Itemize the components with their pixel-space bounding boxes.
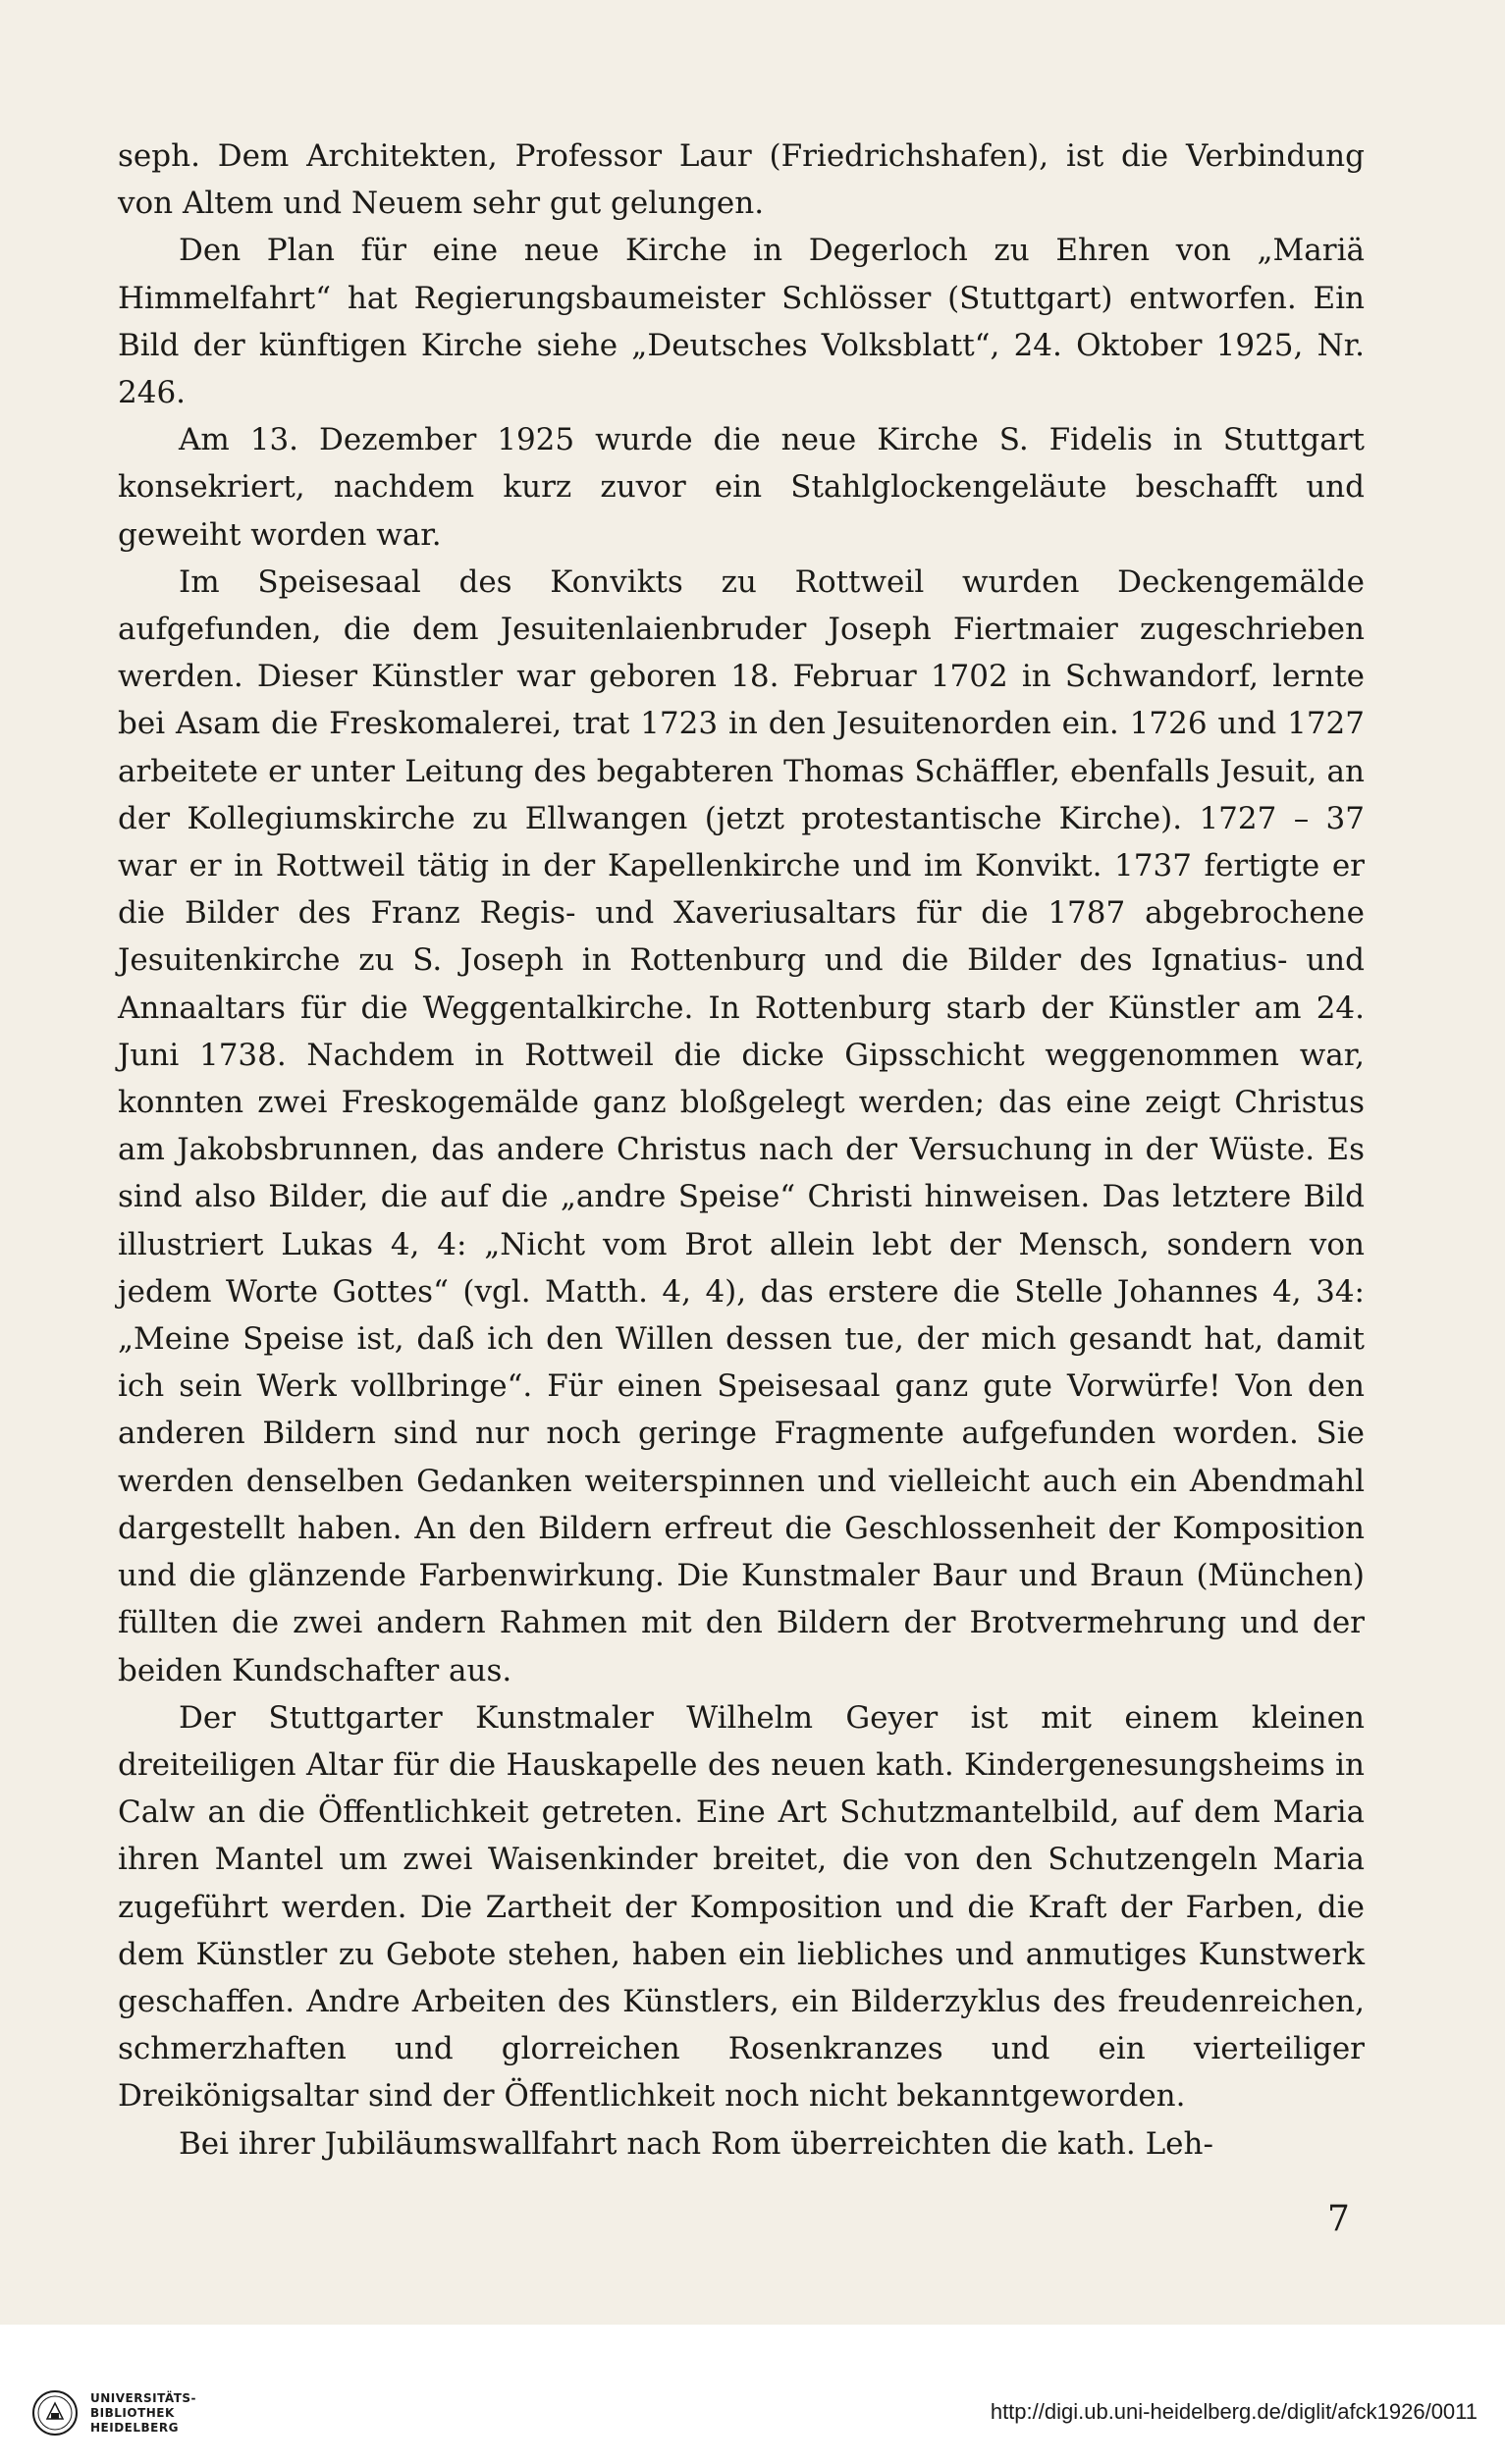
paragraph: Bei ihrer Jubiläumswallfahrt nach Rom überreichten die kath. Leh- <box>179 2125 1213 2162</box>
paragraph: Am 13. Dezember 1925 wurde die neue Kirche S. Fidelis in Stuttgart konsekriert, nachdem kurz zuvor ein Stahlglockengeläute beschafft und geweiht worden war. <box>118 422 1365 553</box>
paragraph: Im Speisesaal des Konvikts zu Rottweil wurden Deckengemälde aufgefunden, die dem Jesuitenlaienbruder Joseph Fiertmaier zugeschrieben werden. Dieser Künstler war geboren 18. Februar 1702 in Schwandorf, lernte bei Asam die Freskomalerei, trat 1723 in den Jesuitenorden ein. 1726 und 1727 arbeitete er unter Leitung des begabteren Thomas Schäffler, ebenfalls Jesuit, an der Kollegiumskirche zu Ellwangen (jetzt protestantische Kirche). 1727 – 37 war er in Rottweil tätig in der Kapellenkirche und im Konvikt. 1737 fertigte er die Bilder des Franz Regis- und Xaveriusaltars für die 1787 abgebrochene Jesuitenkirche zu S. Joseph in Rottenburg und die Bilder des Ignatius- und Annaaltars für die Weggentalkirche. In Rottenburg starb der Künstler am 24. Juni 1738. Nachdem in Rottweil die dicke Gipsschicht weggenommen war, konnten zwei Freskogemälde ganz bloßgelegt werden; das eine zeigt Christus am Jakobsbrunnen, das andere Christus nach der Versuchung in der Wüste. Es sind also Bilder, die auf die „andre Speise“ Christi hinweisen. Das letztere Bild illustriert Lukas 4, 4: „Nicht vom Brot allein lebt der Mensch, sondern von jedem Worte Gottes“ (vgl. Matth. 4, 4), das erstere die Stelle Johannes 4, 34: „Meine Speise ist, daß ich den Willen dessen tue, der mich gesandt hat, damit ich sein Werk vollbringe“. Für einen Speisesaal ganz gute Vorwürfe! Von den anderen Bildern sind nur noch geringe Fragmente aufgefunden worden. Sie werden denselben Gedanken weiterspinnen und vielleicht auch ein Abendmahl dargestellt haben. An den Bildern erfreut die Geschlossenheit der Komposition und die glänzende Farbenwirkung. Die Kunstmaler Baur und Braun (München) füllten die zwei andern Rahmen mit den Bildern der Brotvermehrung und der beiden Kundschafter aus. <box>118 563 1365 1688</box>
page-number: 7 <box>1327 2199 1350 2239</box>
library-name <box>90 2391 196 2436</box>
body-text <box>118 133 1365 2168</box>
digitization-footer <box>0 2325 1505 2464</box>
paragraph: Der Stuttgarter Kunstmaler Wilhelm Geyer ist mit einem kleinen dreiteiligen Altar für die Hauskapelle des neuen kath. Kindergenesungsheims in Calw an die Öffentlichkeit getreten. Eine Art Schutzmantelbild, auf dem Maria ihren Mantel um zwei Waisenkinder breitet, die von den Schutzengeln Maria zugeführt werden. Die Zartheit der Komposition und die Kraft der Farben, die dem Künstler zu Gebote stehen, haben ein liebliches und anmutiges Kunstwerk geschaffen. Andre Arbeiten des Künstlers, ein Bilderzyklus des freudenreichen, schmerzhaften und glorreichen Rosenkranzes und ein vierteiliger Dreikönigsaltar sind der Öffentlichkeit noch nicht bekanntgeworden. <box>118 1699 1365 2115</box>
library-name-line: BIBLIOTHEK <box>90 2406 175 2420</box>
paragraph: Den Plan für eine neue Kirche in Degerloch zu Ehren von „Mariä Himmelfahrt“ hat Regierungsbaumeister Schlösser (Stuttgart) entworfen. Ein Bild der künftigen Kirche siehe „Deutsches Volksblatt“, 24. Oktober 1925, Nr. 246. <box>118 233 1365 411</box>
paragraph: seph. Dem Architekten, Professor Laur (Friedrichshafen), ist die Verbindung von Altem und Neuem sehr gut gelungen. <box>118 138 1365 222</box>
library-name-line: UNIVERSITÄTS- <box>90 2391 197 2405</box>
university-seal-icon <box>31 2389 79 2437</box>
source-url-link[interactable]: http://digi.ub.uni-heidelberg.de/diglit/afck1926/0011 <box>990 2399 1478 2424</box>
library-name-line: HEIDELBERG <box>90 2421 179 2435</box>
